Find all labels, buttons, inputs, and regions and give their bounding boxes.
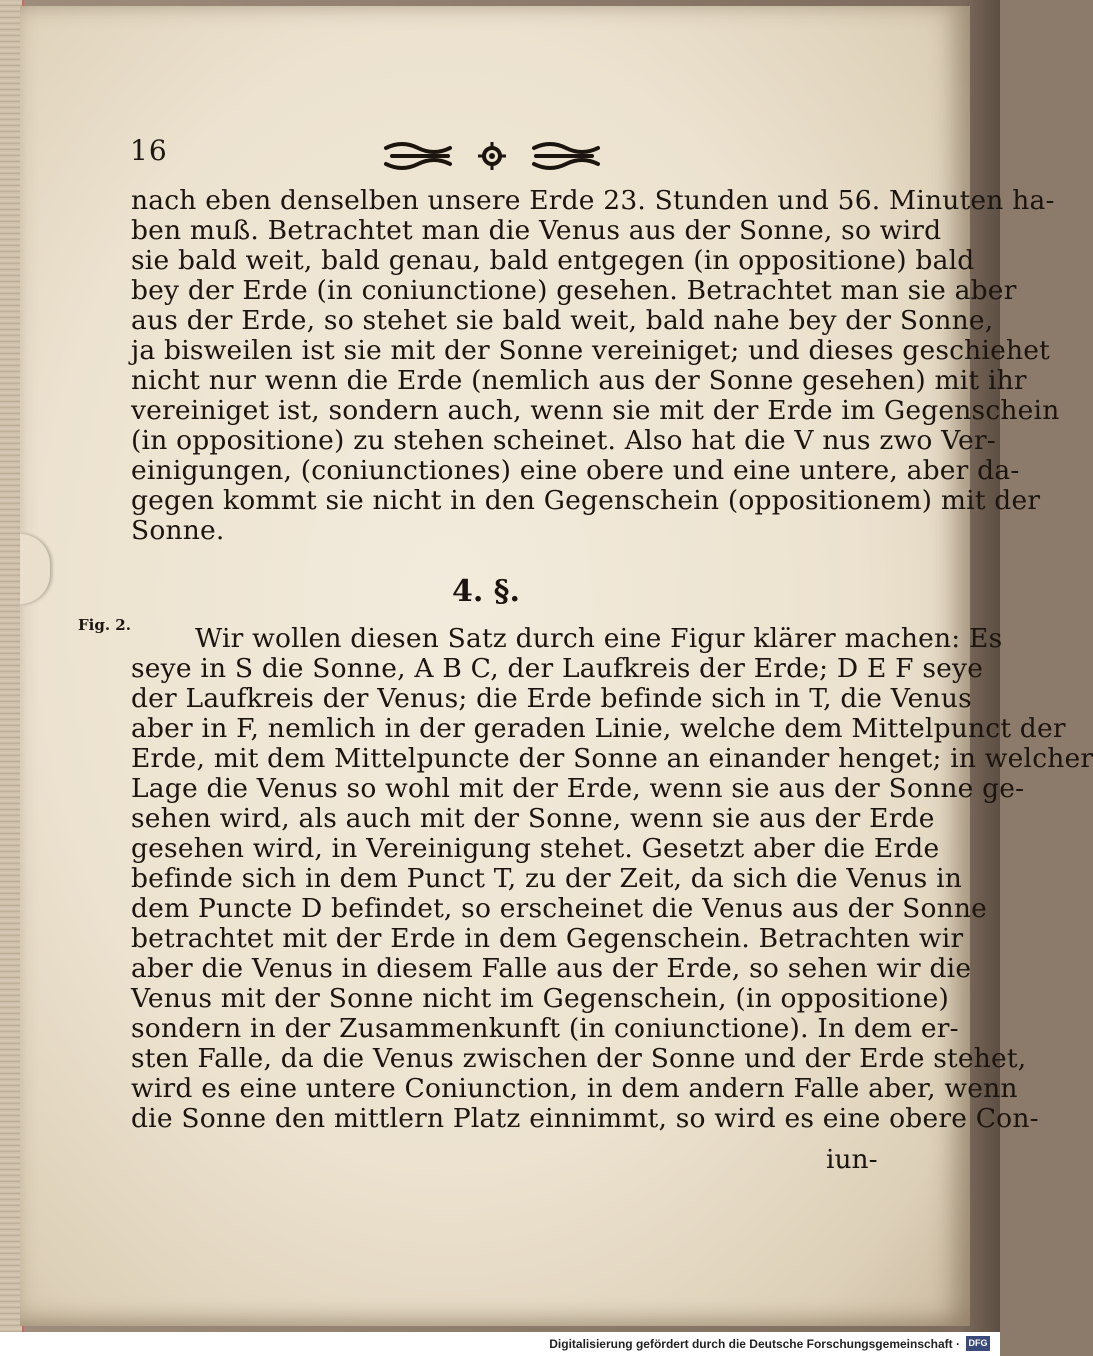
paragraph-1 [131, 185, 1060, 546]
text-line: ja bisweilen ist sie mit der Sonne vereiniget; und dieses geschiehet [131, 335, 1050, 366]
text-line: Venus mit der Sonne nicht im Gegenschein, (in oppositione) [131, 983, 949, 1014]
text-line: sie bald weit, bald genau, bald entgegen (in oppositione) bald [131, 245, 975, 276]
text-line: aber in F, nemlich in der geraden Linie, welche dem Mittelpunct der [131, 713, 1066, 744]
text-line: vereiniget ist, sondern auch, wenn sie mit der Erde im Gegenschein [131, 395, 1060, 426]
text-line: gegen kommt sie nicht in den Gegenschein (oppositionem) mit der [131, 485, 1041, 516]
text-line: aus der Erde, so stehet sie bald weit, bald nahe bey der Sonne, [131, 305, 994, 336]
dfg-logo-icon: DFG [966, 1336, 990, 1351]
text-line: bey der Erde (in coniunctione) gesehen. Betrachtet man sie aber [131, 275, 1017, 306]
text-line: nach eben denselben unsere Erde 23. Stunden und 56. Minuten ha- [131, 185, 1055, 216]
text-line: seye in S die Sonne, A B C, der Laufkreis der Erde; D E F seye [131, 653, 984, 684]
text-line: einigungen, (coniunctiones) eine obere und eine untere, aber da- [131, 455, 1020, 486]
text-line: die Sonne den mittlern Platz einnimmt, so wird es eine obere Con- [131, 1103, 1039, 1134]
text-line: (in oppositione) zu stehen scheinet. Also hat die V nus zwo Ver- [131, 425, 996, 456]
figure-reference: Fig. 2. [78, 616, 131, 634]
text-line: betrachtet mit der Erde in dem Gegenschein. Betrachten wir [131, 923, 964, 954]
page-tab [20, 534, 50, 604]
funding-notice: Digitalisierung gefördert durch die Deutsche Forschungsgemeinschaft · [549, 1337, 960, 1351]
ornament-icon [382, 138, 602, 174]
text-line: sondern in der Zusammenkunft (in coniunctione). In dem er- [131, 1013, 959, 1044]
page-number: 16 [130, 134, 168, 167]
text-line: befinde sich in dem Punct T, zu der Zeit, da sich die Venus in [131, 863, 963, 894]
text-line: Sonne. [131, 515, 225, 546]
text-line: Wir wollen diesen Satz durch eine Figur klärer machen: Es [195, 623, 1003, 654]
text-line: gesehen wird, in Vereinigung stehet. Gesetzt aber die Erde [131, 833, 940, 864]
text-line: ben muß. Betrachtet man die Venus aus der Sonne, so wird [131, 215, 942, 246]
text-line: Erde, mit dem Mittelpuncte der Sonne an einander henget; in welcher [131, 743, 1093, 774]
paragraph-2 [131, 623, 1093, 1134]
text-line: dem Puncte D befindet, so erscheinet die Venus aus der Sonne [131, 893, 988, 924]
catchword: iun- [826, 1144, 878, 1175]
text-line: aber die Venus in diesem Falle aus der Erde, so sehen wir die [131, 953, 972, 984]
section-heading: 4. §. [452, 574, 520, 609]
text-line: Lage die Venus so wohl mit der Erde, wenn sie aus der Sonne ge- [131, 773, 1025, 804]
text-line: wird es eine untere Coniunction, in dem andern Falle aber, wenn [131, 1073, 1018, 1104]
text-line: sten Falle, da die Venus zwischen der Sonne und der Erde stehet, [131, 1043, 1027, 1074]
text-line: sehen wird, als auch mit der Sonne, wenn sie aus der Erde [131, 803, 935, 834]
text-line: nicht nur wenn die Erde (nemlich aus der Sonne gesehen) mit ihr [131, 365, 1027, 396]
text-line: der Laufkreis der Venus; die Erde befinde sich in T, die Venus [131, 683, 972, 714]
